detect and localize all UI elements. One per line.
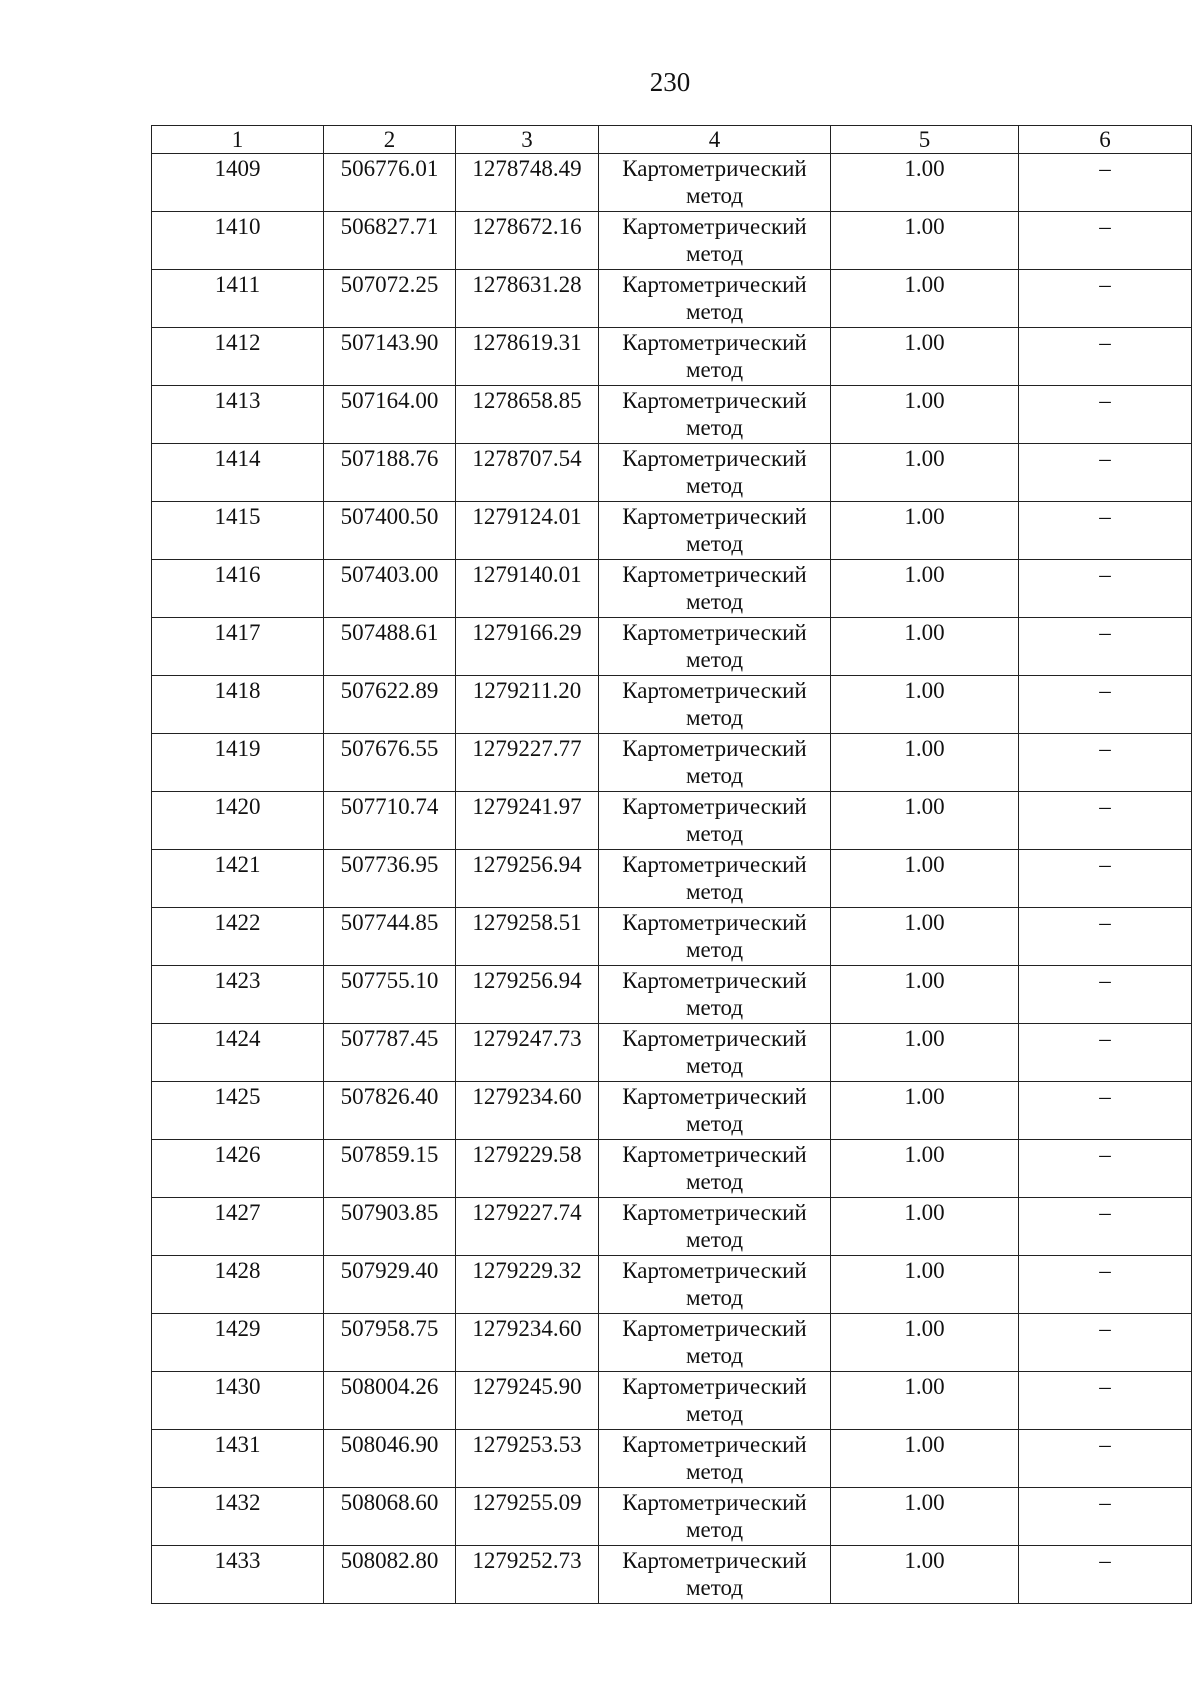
x-coordinate-cell: 507622.89 bbox=[324, 676, 456, 734]
x-coordinate-cell: 507859.15 bbox=[324, 1140, 456, 1198]
point-number-cell: 1431 bbox=[152, 1430, 324, 1488]
x-coordinate-cell: 507744.85 bbox=[324, 908, 456, 966]
x-coordinate-cell: 507903.85 bbox=[324, 1198, 456, 1256]
y-coordinate-cell: 1279229.32 bbox=[456, 1256, 599, 1314]
method-cell: Картометрический метод bbox=[599, 212, 831, 270]
note-cell: – bbox=[1019, 212, 1192, 270]
method-cell: Картометрический метод bbox=[599, 560, 831, 618]
y-coordinate-cell: 1279255.09 bbox=[456, 1488, 599, 1546]
y-coordinate-cell: 1279252.73 bbox=[456, 1546, 599, 1604]
method-cell: Картометрический метод bbox=[599, 1314, 831, 1372]
note-cell: – bbox=[1019, 908, 1192, 966]
x-coordinate-cell: 507488.61 bbox=[324, 618, 456, 676]
y-coordinate-cell: 1278631.28 bbox=[456, 270, 599, 328]
note-cell: – bbox=[1019, 386, 1192, 444]
note-cell: – bbox=[1019, 1024, 1192, 1082]
y-coordinate-cell: 1278658.85 bbox=[456, 386, 599, 444]
table-row bbox=[152, 1314, 1192, 1372]
x-coordinate-cell: 508046.90 bbox=[324, 1430, 456, 1488]
method-cell: Картометрический метод bbox=[599, 966, 831, 1024]
method-cell: Картометрический метод bbox=[599, 618, 831, 676]
point-number-cell: 1413 bbox=[152, 386, 324, 444]
accuracy-cell: 1.00 bbox=[831, 1082, 1019, 1140]
point-number-cell: 1419 bbox=[152, 734, 324, 792]
method-cell: Картометрический метод bbox=[599, 676, 831, 734]
x-coordinate-cell: 507736.95 bbox=[324, 850, 456, 908]
method-cell: Картометрический метод bbox=[599, 154, 831, 212]
x-coordinate-cell: 507710.74 bbox=[324, 792, 456, 850]
accuracy-cell: 1.00 bbox=[831, 850, 1019, 908]
table-row bbox=[152, 1488, 1192, 1546]
x-coordinate-cell: 507072.25 bbox=[324, 270, 456, 328]
method-cell: Картометрический метод bbox=[599, 386, 831, 444]
accuracy-cell: 1.00 bbox=[831, 502, 1019, 560]
accuracy-cell: 1.00 bbox=[831, 966, 1019, 1024]
table-row bbox=[152, 1198, 1192, 1256]
x-coordinate-cell: 507188.76 bbox=[324, 444, 456, 502]
method-cell: Картометрический метод bbox=[599, 1372, 831, 1430]
note-cell: – bbox=[1019, 792, 1192, 850]
table-row bbox=[152, 966, 1192, 1024]
note-cell: – bbox=[1019, 966, 1192, 1024]
accuracy-cell: 1.00 bbox=[831, 386, 1019, 444]
point-number-cell: 1415 bbox=[152, 502, 324, 560]
table-row bbox=[152, 328, 1192, 386]
accuracy-cell: 1.00 bbox=[831, 734, 1019, 792]
table-body bbox=[152, 126, 1192, 1604]
table-row bbox=[152, 1546, 1192, 1604]
x-coordinate-cell: 507676.55 bbox=[324, 734, 456, 792]
note-cell: – bbox=[1019, 1140, 1192, 1198]
method-cell: Картометрический метод bbox=[599, 1546, 831, 1604]
table-row bbox=[152, 676, 1192, 734]
point-number-cell: 1422 bbox=[152, 908, 324, 966]
x-coordinate-cell: 508068.60 bbox=[324, 1488, 456, 1546]
note-cell: – bbox=[1019, 1430, 1192, 1488]
method-cell: Картометрический метод bbox=[599, 1256, 831, 1314]
accuracy-cell: 1.00 bbox=[831, 328, 1019, 386]
x-coordinate-cell: 507403.00 bbox=[324, 560, 456, 618]
x-coordinate-cell: 507958.75 bbox=[324, 1314, 456, 1372]
accuracy-cell: 1.00 bbox=[831, 154, 1019, 212]
note-cell: – bbox=[1019, 850, 1192, 908]
table-row bbox=[152, 850, 1192, 908]
note-cell: – bbox=[1019, 270, 1192, 328]
point-number-cell: 1409 bbox=[152, 154, 324, 212]
point-number-cell: 1424 bbox=[152, 1024, 324, 1082]
table-row bbox=[152, 1024, 1192, 1082]
method-cell: Картометрический метод bbox=[599, 1140, 831, 1198]
point-number-cell: 1429 bbox=[152, 1314, 324, 1372]
table-row bbox=[152, 1430, 1192, 1488]
header-cell-6: 6 bbox=[1019, 126, 1192, 154]
method-cell: Картометрический метод bbox=[599, 1430, 831, 1488]
point-number-cell: 1410 bbox=[152, 212, 324, 270]
note-cell: – bbox=[1019, 1546, 1192, 1604]
y-coordinate-cell: 1279256.94 bbox=[456, 850, 599, 908]
y-coordinate-cell: 1279256.94 bbox=[456, 966, 599, 1024]
accuracy-cell: 1.00 bbox=[831, 1198, 1019, 1256]
accuracy-cell: 1.00 bbox=[831, 676, 1019, 734]
accuracy-cell: 1.00 bbox=[831, 1314, 1019, 1372]
point-number-cell: 1412 bbox=[152, 328, 324, 386]
note-cell: – bbox=[1019, 328, 1192, 386]
note-cell: – bbox=[1019, 502, 1192, 560]
point-number-cell: 1430 bbox=[152, 1372, 324, 1430]
x-coordinate-cell: 507143.90 bbox=[324, 328, 456, 386]
accuracy-cell: 1.00 bbox=[831, 792, 1019, 850]
x-coordinate-cell: 508004.26 bbox=[324, 1372, 456, 1430]
x-coordinate-cell: 507164.00 bbox=[324, 386, 456, 444]
table-row bbox=[152, 1372, 1192, 1430]
y-coordinate-cell: 1279247.73 bbox=[456, 1024, 599, 1082]
method-cell: Картометрический метод bbox=[599, 328, 831, 386]
note-cell: – bbox=[1019, 154, 1192, 212]
y-coordinate-cell: 1279245.90 bbox=[456, 1372, 599, 1430]
point-number-cell: 1433 bbox=[152, 1546, 324, 1604]
note-cell: – bbox=[1019, 1372, 1192, 1430]
table-row bbox=[152, 618, 1192, 676]
point-number-cell: 1427 bbox=[152, 1198, 324, 1256]
method-cell: Картометрический метод bbox=[599, 734, 831, 792]
note-cell: – bbox=[1019, 734, 1192, 792]
point-number-cell: 1417 bbox=[152, 618, 324, 676]
y-coordinate-cell: 1279166.29 bbox=[456, 618, 599, 676]
point-number-cell: 1425 bbox=[152, 1082, 324, 1140]
accuracy-cell: 1.00 bbox=[831, 1024, 1019, 1082]
y-coordinate-cell: 1278707.54 bbox=[456, 444, 599, 502]
note-cell: – bbox=[1019, 618, 1192, 676]
coordinates-table bbox=[151, 125, 1192, 1604]
y-coordinate-cell: 1279258.51 bbox=[456, 908, 599, 966]
table-row bbox=[152, 154, 1192, 212]
accuracy-cell: 1.00 bbox=[831, 618, 1019, 676]
table-row bbox=[152, 502, 1192, 560]
method-cell: Картометрический метод bbox=[599, 1024, 831, 1082]
x-coordinate-cell: 507400.50 bbox=[324, 502, 456, 560]
table-row bbox=[152, 908, 1192, 966]
accuracy-cell: 1.00 bbox=[831, 1256, 1019, 1314]
note-cell: – bbox=[1019, 1314, 1192, 1372]
table-row bbox=[152, 270, 1192, 328]
y-coordinate-cell: 1278748.49 bbox=[456, 154, 599, 212]
y-coordinate-cell: 1279140.01 bbox=[456, 560, 599, 618]
method-cell: Картометрический метод bbox=[599, 1198, 831, 1256]
x-coordinate-cell: 507929.40 bbox=[324, 1256, 456, 1314]
x-coordinate-cell: 507826.40 bbox=[324, 1082, 456, 1140]
point-number-cell: 1432 bbox=[152, 1488, 324, 1546]
method-cell: Картометрический метод bbox=[599, 850, 831, 908]
y-coordinate-cell: 1279124.01 bbox=[456, 502, 599, 560]
table-row bbox=[152, 212, 1192, 270]
note-cell: – bbox=[1019, 676, 1192, 734]
point-number-cell: 1418 bbox=[152, 676, 324, 734]
method-cell: Картометрический метод bbox=[599, 1488, 831, 1546]
table-row bbox=[152, 1082, 1192, 1140]
point-number-cell: 1421 bbox=[152, 850, 324, 908]
header-cell-4: 4 bbox=[599, 126, 831, 154]
header-cell-3: 3 bbox=[456, 126, 599, 154]
accuracy-cell: 1.00 bbox=[831, 1372, 1019, 1430]
y-coordinate-cell: 1279241.97 bbox=[456, 792, 599, 850]
y-coordinate-cell: 1279234.60 bbox=[456, 1082, 599, 1140]
accuracy-cell: 1.00 bbox=[831, 1140, 1019, 1198]
method-cell: Картометрический метод bbox=[599, 502, 831, 560]
table-row bbox=[152, 1140, 1192, 1198]
accuracy-cell: 1.00 bbox=[831, 1430, 1019, 1488]
method-cell: Картометрический метод bbox=[599, 444, 831, 502]
accuracy-cell: 1.00 bbox=[831, 444, 1019, 502]
y-coordinate-cell: 1279253.53 bbox=[456, 1430, 599, 1488]
table-row bbox=[152, 792, 1192, 850]
y-coordinate-cell: 1279227.74 bbox=[456, 1198, 599, 1256]
method-cell: Картометрический метод bbox=[599, 270, 831, 328]
table-row bbox=[152, 734, 1192, 792]
y-coordinate-cell: 1278619.31 bbox=[456, 328, 599, 386]
table-row bbox=[152, 386, 1192, 444]
note-cell: – bbox=[1019, 1198, 1192, 1256]
x-coordinate-cell: 507787.45 bbox=[324, 1024, 456, 1082]
accuracy-cell: 1.00 bbox=[831, 1546, 1019, 1604]
note-cell: – bbox=[1019, 1488, 1192, 1546]
note-cell: – bbox=[1019, 1256, 1192, 1314]
accuracy-cell: 1.00 bbox=[831, 1488, 1019, 1546]
y-coordinate-cell: 1279211.20 bbox=[456, 676, 599, 734]
y-coordinate-cell: 1279227.77 bbox=[456, 734, 599, 792]
x-coordinate-cell: 506776.01 bbox=[324, 154, 456, 212]
point-number-cell: 1414 bbox=[152, 444, 324, 502]
x-coordinate-cell: 506827.71 bbox=[324, 212, 456, 270]
x-coordinate-cell: 508082.80 bbox=[324, 1546, 456, 1604]
page-number: 230 bbox=[649, 67, 691, 97]
method-cell: Картометрический метод bbox=[599, 908, 831, 966]
accuracy-cell: 1.00 bbox=[831, 560, 1019, 618]
header-cell-1: 1 bbox=[152, 126, 324, 154]
note-cell: – bbox=[1019, 444, 1192, 502]
y-coordinate-cell: 1279229.58 bbox=[456, 1140, 599, 1198]
method-cell: Картометрический метод bbox=[599, 1082, 831, 1140]
point-number-cell: 1428 bbox=[152, 1256, 324, 1314]
accuracy-cell: 1.00 bbox=[831, 212, 1019, 270]
point-number-cell: 1423 bbox=[152, 966, 324, 1024]
accuracy-cell: 1.00 bbox=[831, 908, 1019, 966]
table-row bbox=[152, 1256, 1192, 1314]
table-row bbox=[152, 560, 1192, 618]
point-number-cell: 1411 bbox=[152, 270, 324, 328]
point-number-cell: 1426 bbox=[152, 1140, 324, 1198]
point-number-cell: 1416 bbox=[152, 560, 324, 618]
accuracy-cell: 1.00 bbox=[831, 270, 1019, 328]
method-cell: Картометрический метод bbox=[599, 792, 831, 850]
x-coordinate-cell: 507755.10 bbox=[324, 966, 456, 1024]
y-coordinate-cell: 1279234.60 bbox=[456, 1314, 599, 1372]
note-cell: – bbox=[1019, 1082, 1192, 1140]
y-coordinate-cell: 1278672.16 bbox=[456, 212, 599, 270]
table-row bbox=[152, 444, 1192, 502]
point-number-cell: 1420 bbox=[152, 792, 324, 850]
header-cell-5: 5 bbox=[831, 126, 1019, 154]
note-cell: – bbox=[1019, 560, 1192, 618]
header-cell-2: 2 bbox=[324, 126, 456, 154]
header-row bbox=[152, 126, 1192, 154]
